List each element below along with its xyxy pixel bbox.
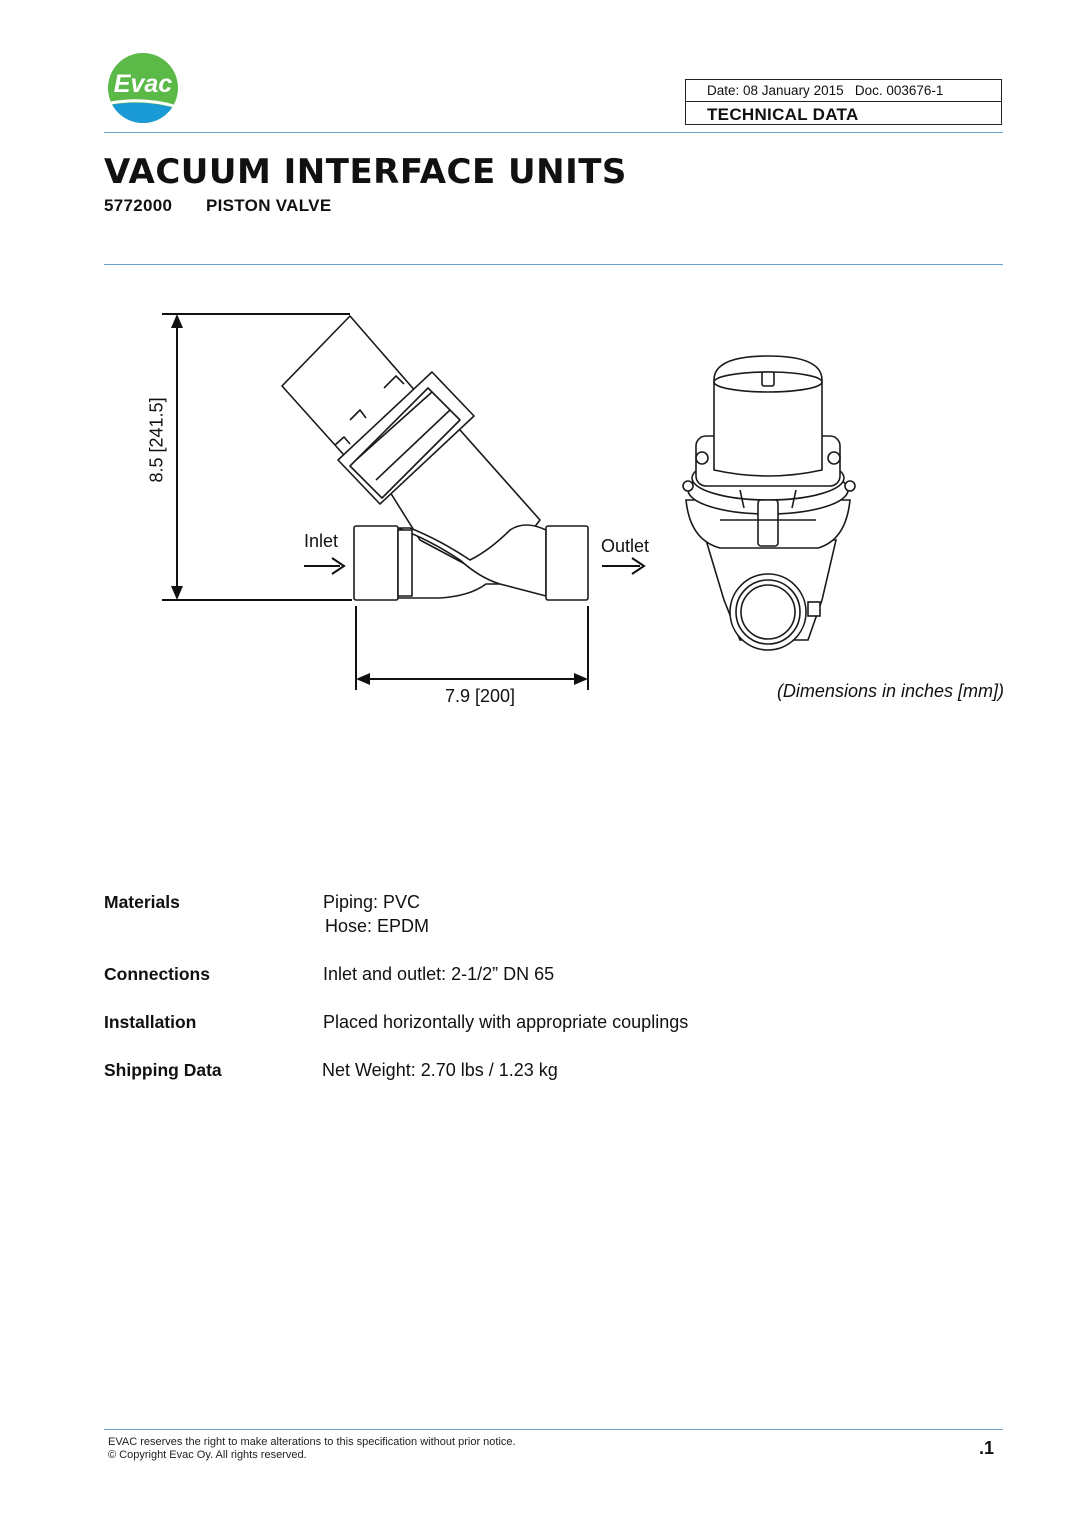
doc-date: Date: 08 January 2015 [707,83,844,98]
front-view-drawing [683,356,855,650]
inlet-label: Inlet [304,531,339,551]
spec-value-installation: Placed horizontally with appropriate couplings [323,1012,689,1032]
spec-label-installation: Installation [104,1012,197,1032]
doc-section: TECHNICAL DATA [707,105,859,124]
page-number: .1 [978,1438,994,1458]
footer-divider [104,1429,1003,1430]
cap-nipple [762,372,774,386]
clamp-latch [758,500,778,546]
logo-wordmark: Evac [113,70,173,98]
footer-notice [108,1436,516,1462]
spec-value-connections: Inlet and outlet: 2-1/2” DN 65 [323,964,555,984]
product-code: 5772000 [104,196,173,215]
inlet-arrow [304,558,344,574]
spec-label-shipping: Shipping Data [104,1060,222,1080]
spec-value-materials-piping: Piping: PVC [323,892,421,912]
footer-copyright: © Copyright Evac Oy. All rights reserved. [108,1449,307,1461]
doc-number: Doc. 003676-1 [854,83,944,98]
inlet-socket [354,526,398,600]
evac-logo-graphic [105,52,181,124]
header-divider [104,132,1003,133]
technical-drawing [0,290,1086,730]
footer-disclaimer: EVAC reserves the right to make alterations to this specification without prior notice. [108,1436,516,1448]
page-title: VACUUM INTERFACE UNITS [104,152,627,192]
spec-value-materials-hose: Hose: EPDM [325,916,430,936]
dimensions-note: (Dimensions in inches [mm]) [776,681,1004,701]
height-dimension-label: 8.5 [241.5] [146,397,167,483]
outlet-label: Outlet [601,536,650,556]
spec-value-shipping: Net Weight: 2.70 lbs / 1.23 kg [322,1060,558,1080]
side-view-drawing [282,316,588,600]
spec-label-connections: Connections [104,964,210,984]
doc-info-box [685,79,1002,125]
outlet-arrow [602,558,644,574]
product-name: PISTON VALVE [206,196,332,215]
doc-info-row [686,80,1001,102]
evac-logo [105,52,181,124]
title-divider [104,264,1003,265]
spec-label-materials: Materials [104,892,180,912]
outlet-socket [546,526,588,600]
width-dimension-label: 7.9 [200] [444,686,516,706]
